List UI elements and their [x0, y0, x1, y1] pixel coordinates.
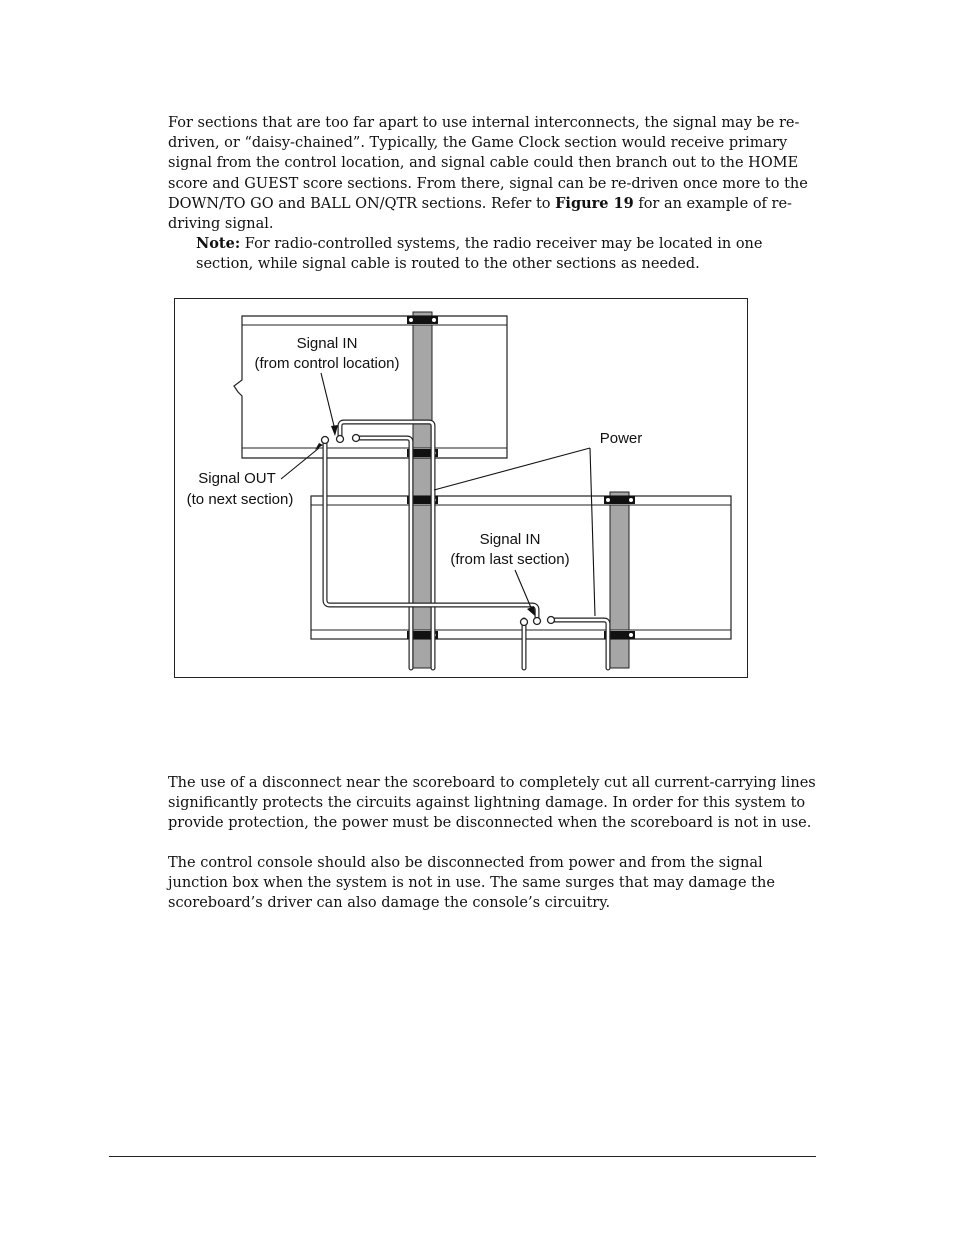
note-text: For radio-controlled systems, the radio receiver may be located in one section, while signal cable is routed to the other sections as needed.	[196, 236, 763, 273]
console-paragraph: The control console should also be disconnected from power and from the signal junction box when the system is not in use. The same surges that may damage the scoreboard’s driver can also damage the console’s circuitry.	[168, 855, 775, 912]
footer-rule	[109, 1156, 816, 1157]
intro-text-before: For sections that are too far apart to use internal interconnects, the signal may be re-driven, or “daisy-chained”. Typically, the Game Clock section would receive primary signal from the control location, and signal cable could then branch out to the HOME score and GUEST score sections. From there, signal can be re-driven once more to the DOWN/TO GO and BALL ON/QTR sections. Refer to	[168, 115, 808, 212]
disconnect-paragraph: The use of a disconnect near the scoreboard to completely cut all current-carrying lines significantly protects the circuits against lightning damage. In order for this system to provide protection, the power must be disconnected when the scoreboard is not in use.	[168, 775, 816, 832]
intro-paragraph	[168, 113, 818, 234]
intro-text-after: for an example of re-driving signal.	[168, 195, 792, 233]
signal-out-sublabel: (to next section)	[186, 491, 294, 508]
figure-reference: Figure 19	[555, 194, 634, 212]
signal-out-label: Signal OUT	[198, 470, 276, 487]
daisy-chain-figure	[174, 298, 748, 678]
note-paragraph	[196, 234, 796, 274]
note-label: Note:	[196, 235, 241, 252]
signal-in-bottom-sublabel: (from last section)	[450, 551, 570, 568]
power-label: Power	[599, 430, 643, 447]
signal-in-top-sublabel: (from control location)	[254, 355, 400, 372]
signal-in-top-label: Signal IN	[296, 335, 358, 352]
signal-in-bottom-label: Signal IN	[479, 531, 541, 548]
